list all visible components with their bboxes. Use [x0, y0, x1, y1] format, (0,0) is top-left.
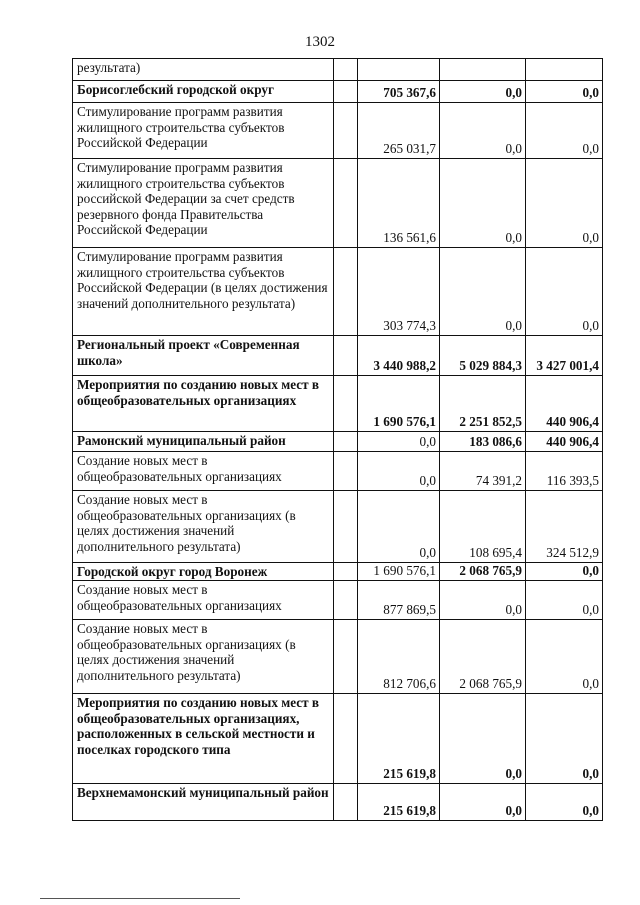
value-col-2-text: 2 068 765,9	[459, 676, 522, 692]
row-label-text: Верхнемамонский муниципальный район	[77, 785, 329, 800]
value-col-2	[440, 248, 526, 336]
value-col-3	[526, 452, 603, 491]
value-col-2	[440, 81, 526, 103]
spacer-cell	[334, 81, 358, 103]
value-col-2	[440, 376, 526, 432]
value-col-3-text: 0,0	[582, 803, 599, 819]
spacer-cell	[334, 784, 358, 821]
row-label	[73, 491, 334, 563]
value-col-1	[358, 784, 440, 821]
value-col-3-text: 3 427 001,4	[536, 358, 599, 374]
row-label	[73, 432, 334, 452]
value-col-3	[526, 159, 603, 248]
value-col-1-text: 265 031,7	[383, 141, 436, 157]
value-col-2-text: 0,0	[505, 141, 522, 157]
value-col-1	[358, 620, 440, 694]
value-col-2-text: 0,0	[505, 318, 522, 334]
value-col-2-text: 0,0	[505, 766, 522, 782]
table-row	[73, 336, 603, 376]
value-col-2	[440, 581, 526, 620]
row-label-text: Мероприятия по созданию новых мест в общеобразовательных организациях, расположенных в сельской местности и поселках городского типа	[77, 695, 319, 757]
row-label	[73, 452, 334, 491]
value-col-1-text: 136 561,6	[383, 230, 436, 246]
table-row	[73, 432, 603, 452]
value-col-3-text: 324 512,9	[546, 545, 599, 561]
page-number: 1302	[305, 34, 335, 50]
value-col-3	[526, 432, 603, 452]
value-col-2	[440, 452, 526, 491]
value-col-2	[440, 563, 526, 581]
row-label	[73, 581, 334, 620]
spacer-cell	[334, 159, 358, 248]
value-col-1-text: 877 869,5	[383, 602, 436, 618]
value-col-1	[358, 376, 440, 432]
value-col-1	[358, 452, 440, 491]
value-col-3-text: 0,0	[582, 676, 599, 692]
spacer-cell	[334, 581, 358, 620]
table-row	[73, 694, 603, 784]
spacer-cell	[334, 620, 358, 694]
table-row	[73, 376, 603, 432]
table-row	[73, 620, 603, 694]
value-col-3-text: 0,0	[582, 766, 599, 782]
value-col-3	[526, 248, 603, 336]
value-col-1-text: 812 706,6	[383, 676, 436, 692]
budget-table	[72, 58, 603, 821]
value-col-1-text: 215 619,8	[383, 766, 436, 782]
value-col-1	[358, 563, 440, 581]
spacer-cell	[334, 59, 358, 81]
row-label	[73, 81, 334, 103]
row-label-text: Создание новых мест в общеобразовательных организациях	[77, 582, 282, 613]
value-col-1	[358, 491, 440, 563]
value-col-2-text: 0,0	[505, 803, 522, 819]
row-label-text: Стимулирование программ развития жилищного строительства субъектов Российской Федерации (в целях достижения значений дополнительного результата)	[77, 249, 328, 311]
value-col-3	[526, 620, 603, 694]
value-col-1-text: 1 690 576,1	[373, 414, 436, 430]
value-col-1	[358, 432, 440, 452]
value-col-2	[440, 159, 526, 248]
value-col-3	[526, 581, 603, 620]
value-col-3	[526, 59, 603, 81]
value-col-3-text: 116 393,5	[546, 473, 599, 489]
value-col-1-text: 303 774,3	[383, 318, 436, 334]
value-col-3-text: 0,0	[582, 230, 599, 246]
row-label	[73, 620, 334, 694]
row-label	[73, 694, 334, 784]
row-label-text: Стимулирование программ развития жилищного строительства субъектов Российской Федерации	[77, 104, 285, 151]
value-col-3-text: 0,0	[582, 563, 599, 579]
value-col-3-text: 440 906,4	[546, 414, 599, 430]
table-row	[73, 248, 603, 336]
value-col-1-text: 705 367,6	[383, 85, 436, 101]
value-col-2-text: 0,0	[505, 230, 522, 246]
value-col-2	[440, 432, 526, 452]
value-col-1-text: 0,0	[419, 473, 436, 489]
row-label-text: Создание новых мест в общеобразовательных организациях (в целях достижения значений дополнительного результата)	[77, 621, 296, 683]
spacer-cell	[334, 491, 358, 563]
value-col-3-text: 0,0	[582, 85, 599, 101]
value-col-3-text: 0,0	[582, 141, 599, 157]
value-col-3	[526, 336, 603, 376]
value-col-1-text: 3 440 988,2	[373, 358, 436, 374]
row-label-text: Создание новых мест в общеобразовательных организациях	[77, 453, 282, 484]
value-col-2	[440, 491, 526, 563]
value-col-3	[526, 694, 603, 784]
value-col-2	[440, 620, 526, 694]
row-label-text: результата)	[77, 60, 141, 75]
value-col-1	[358, 103, 440, 159]
value-col-2	[440, 59, 526, 81]
value-col-2-text: 2 251 852,5	[459, 414, 522, 430]
value-col-1	[358, 59, 440, 81]
row-label	[73, 376, 334, 432]
spacer-cell	[334, 103, 358, 159]
value-col-2-text: 5 029 884,3	[459, 358, 522, 374]
value-col-2-text: 108 695,4	[469, 545, 522, 561]
value-col-3	[526, 563, 603, 581]
spacer-cell	[334, 452, 358, 491]
value-col-2	[440, 694, 526, 784]
table-row	[73, 784, 603, 821]
row-label-text: Мероприятия по созданию новых мест в общеобразовательных организациях	[77, 377, 319, 408]
value-col-2	[440, 103, 526, 159]
spacer-cell	[334, 432, 358, 452]
spacer-cell	[334, 248, 358, 336]
table-row	[73, 159, 603, 248]
value-col-3	[526, 103, 603, 159]
value-col-1-text: 0,0	[419, 545, 436, 561]
row-label	[73, 336, 334, 376]
spacer-cell	[334, 694, 358, 784]
value-col-2	[440, 336, 526, 376]
value-col-1	[358, 581, 440, 620]
value-col-3	[526, 491, 603, 563]
row-label	[73, 159, 334, 248]
value-col-1-text: 0,0	[419, 434, 436, 450]
table-row	[73, 81, 603, 103]
row-label	[73, 563, 334, 581]
footer-rule	[40, 898, 240, 899]
row-label-text: Создание новых мест в общеобразовательных организациях (в целях достижения значений дополнительного результата)	[77, 492, 296, 554]
value-col-3	[526, 81, 603, 103]
row-label-text: Стимулирование программ развития жилищного строительства субъектов российской Федерации за счет средств резервного фонда Правительства Российской Федерации	[77, 160, 295, 238]
row-label	[73, 784, 334, 821]
value-col-1-text: 1 690 576,1	[373, 563, 436, 579]
budget-table-body	[73, 59, 603, 821]
value-col-2-text: 74 391,2	[475, 473, 522, 489]
value-col-2	[440, 784, 526, 821]
value-col-1	[358, 248, 440, 336]
value-col-1-text: 215 619,8	[383, 803, 436, 819]
value-col-3-text: 0,0	[582, 318, 599, 334]
table-row	[73, 491, 603, 563]
table-row	[73, 581, 603, 620]
row-label-text: Борисоглебский городской округ	[77, 82, 274, 97]
value-col-1	[358, 336, 440, 376]
value-col-2-text: 2 068 765,9	[459, 563, 522, 579]
spacer-cell	[334, 336, 358, 376]
value-col-1	[358, 159, 440, 248]
value-col-2-text: 183 086,6	[469, 434, 522, 450]
row-label	[73, 59, 334, 81]
value-col-2-text: 0,0	[505, 85, 522, 101]
table-row	[73, 563, 603, 581]
spacer-cell	[334, 563, 358, 581]
value-col-1	[358, 694, 440, 784]
spacer-cell	[334, 376, 358, 432]
value-col-3-text: 440 906,4	[546, 434, 599, 450]
value-col-3	[526, 376, 603, 432]
row-label	[73, 103, 334, 159]
value-col-3-text: 0,0	[582, 602, 599, 618]
table-row	[73, 103, 603, 159]
value-col-3	[526, 784, 603, 821]
row-label-text: Региональный проект «Современная школа»	[77, 337, 300, 368]
value-col-2-text: 0,0	[505, 602, 522, 618]
table-row	[73, 452, 603, 491]
row-label-text: Городской округ город Воронеж	[77, 564, 268, 579]
table-row	[73, 59, 603, 81]
value-col-1	[358, 81, 440, 103]
row-label-text: Рамонский муниципальный район	[77, 433, 286, 448]
row-label	[73, 248, 334, 336]
